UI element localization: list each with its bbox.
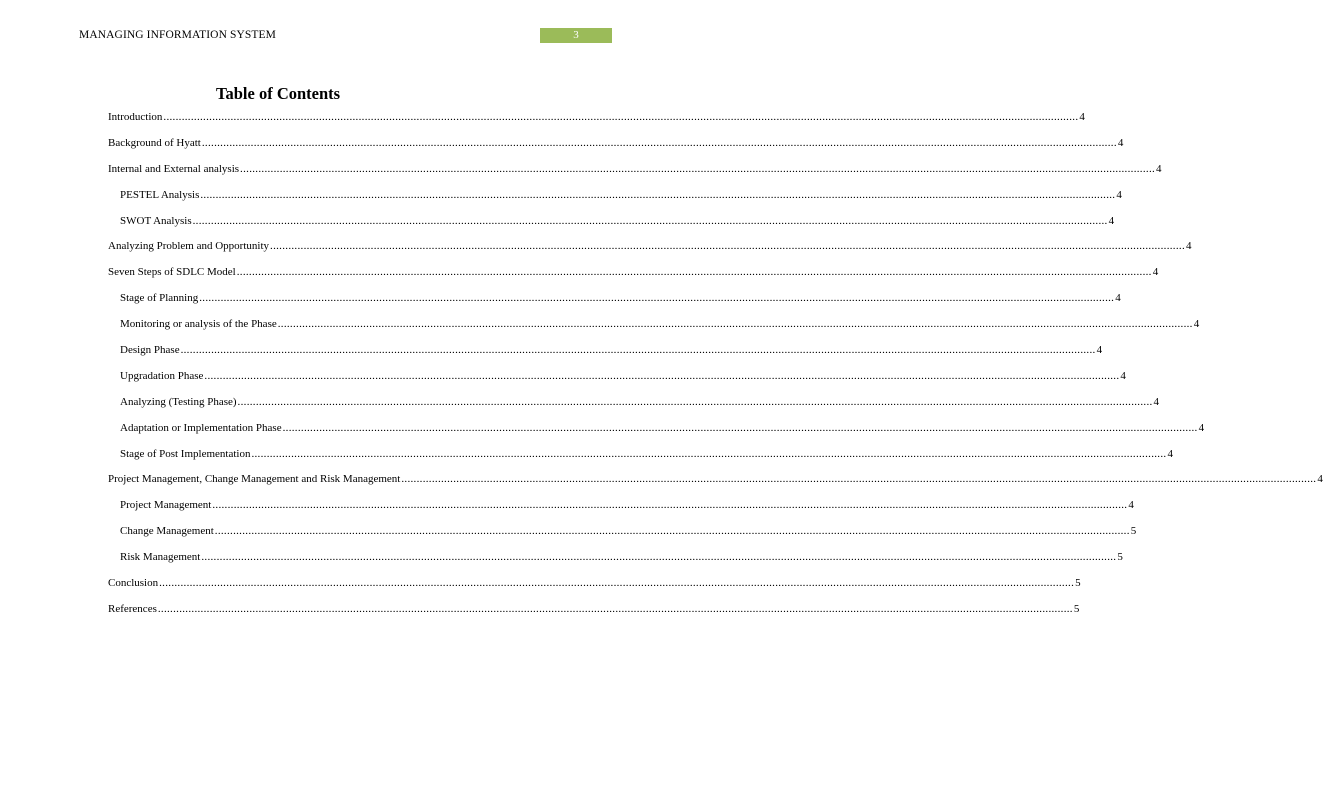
toc-entry[interactable] — [108, 492, 1134, 518]
toc-entry-page: 4 — [1108, 214, 1115, 227]
toc-entry-page: 4 — [1186, 240, 1192, 253]
toc-entry-label: Internal and External analysis — [108, 162, 240, 175]
toc-entry-page: 5 — [1075, 576, 1081, 589]
toc-entry-label: Risk Management — [120, 551, 201, 564]
toc-entry-page: 4 — [1156, 162, 1162, 175]
toc-entry-label: Introduction — [108, 110, 163, 123]
toc-entry-label: Seven Steps of SDLC Model — [108, 266, 236, 279]
toc-entry-label: SWOT Analysis — [120, 214, 192, 227]
toc-entry[interactable] — [108, 156, 1162, 182]
toc-entry-label: Project Management — [120, 499, 212, 512]
toc-dot-leader: ............................................................................................................................................................................................................................................................................................................ — [237, 395, 1153, 408]
toc-dot-leader: ............................................................................................................................................................................................................................................................................................................ — [212, 499, 1128, 512]
toc-entry-label: Background of Hyatt — [108, 136, 201, 149]
toc-dot-leader: ............................................................................................................................................................................................................................................................................................................ — [270, 240, 1186, 253]
toc-entry-page: 4 — [1152, 266, 1159, 279]
toc-dot-leader: ............................................................................................................................................................................................................................................................................................................ — [200, 188, 1116, 201]
toc-heading: Table of Contents — [216, 84, 341, 103]
toc-entry-label: Stage of Post Implementation — [120, 447, 251, 460]
toc-entry-label: Stage of Planning — [120, 292, 199, 305]
toc-dot-leader: ............................................................................................................................................................................................................................................................................................................ — [159, 576, 1075, 589]
toc-entry-label: Change Management — [120, 525, 214, 538]
toc-entry-page: 4 — [1167, 447, 1173, 460]
toc-entry-page: 4 — [1116, 188, 1122, 201]
toc-entry-page: 5 — [1130, 525, 1137, 538]
toc-dot-leader: ............................................................................................................................................................................................................................................................................................................ — [163, 110, 1079, 123]
running-header-title: MANAGING INFORMATION SYSTEM — [79, 29, 276, 41]
toc-entry[interactable] — [108, 104, 1085, 130]
toc-entry[interactable] — [108, 466, 1323, 492]
toc-entry-label: Adaptation or Implementation Phase — [120, 421, 282, 434]
toc-entry[interactable] — [108, 285, 1121, 311]
toc-entry-label: Conclusion — [108, 576, 159, 589]
toc-entry-label: PESTEL Analysis — [120, 188, 200, 201]
toc-entry-page: 4 — [1115, 292, 1121, 305]
toc-entry-page: 5 — [1073, 602, 1080, 615]
page-number-badge: 3 — [540, 28, 612, 43]
toc-entry[interactable] — [108, 415, 1205, 441]
toc-dot-leader: ............................................................................................................................................................................................................................................................................................................ — [240, 162, 1156, 175]
toc-dot-leader: ............................................................................................................................................................................................................................................................................................................ — [201, 551, 1117, 564]
toc-dot-leader: ............................................................................................................................................................................................................................................................................................................ — [401, 473, 1317, 486]
toc-entry-page: 4 — [1198, 421, 1205, 434]
toc-entry-page: 4 — [1096, 343, 1103, 356]
table-of-contents — [108, 104, 1323, 622]
toc-entry[interactable] — [108, 311, 1200, 337]
toc-entry[interactable] — [108, 182, 1122, 208]
toc-entry-page: 4 — [1079, 110, 1085, 123]
toc-entry-label: Project Management, Change Management and Risk Management — [108, 473, 401, 486]
toc-entry[interactable] — [108, 337, 1103, 363]
toc-entry[interactable] — [108, 389, 1160, 415]
toc-dot-leader: ............................................................................................................................................................................................................................................................................................................ — [180, 343, 1096, 356]
toc-entry-page: 4 — [1117, 136, 1124, 149]
toc-entry-page: 5 — [1117, 551, 1123, 564]
toc-entry-label: Upgradation Phase — [120, 369, 204, 382]
toc-entry[interactable] — [108, 259, 1159, 285]
toc-dot-leader: ............................................................................................................................................................................................................................................................................................................ — [282, 421, 1198, 434]
toc-entry[interactable] — [108, 518, 1137, 544]
toc-entry-page: 4 — [1128, 499, 1134, 512]
toc-dot-leader: ............................................................................................................................................................................................................................................................................................................ — [236, 266, 1152, 279]
toc-dot-leader: ............................................................................................................................................................................................................................................................................................................ — [204, 369, 1120, 382]
toc-entry-label: Monitoring or analysis of the Phase — [120, 318, 277, 331]
toc-dot-leader: ............................................................................................................................................................................................................................................................................................................ — [157, 602, 1073, 615]
toc-dot-leader: ............................................................................................................................................................................................................................................................................................................ — [251, 447, 1167, 460]
toc-entry-page: 4 — [1317, 473, 1323, 486]
toc-dot-leader: ............................................................................................................................................................................................................................................................................................................ — [277, 318, 1193, 331]
toc-entry-page: 4 — [1153, 395, 1160, 408]
toc-entry[interactable] — [108, 233, 1192, 259]
toc-entry[interactable] — [108, 208, 1115, 234]
toc-dot-leader: ............................................................................................................................................................................................................................................................................................................ — [201, 136, 1117, 149]
toc-entry-label: Analyzing Problem and Opportunity — [108, 240, 270, 253]
toc-entry-page: 4 — [1193, 318, 1200, 331]
toc-dot-leader: ............................................................................................................................................................................................................................................................................................................ — [214, 525, 1130, 538]
toc-entry-label: Design Phase — [120, 343, 180, 356]
toc-entry-label: References — [108, 602, 157, 615]
toc-dot-leader: ............................................................................................................................................................................................................................................................................................................ — [199, 292, 1115, 305]
toc-entry-page: 4 — [1120, 369, 1126, 382]
toc-dot-leader: ............................................................................................................................................................................................................................................................................................................ — [192, 214, 1108, 227]
toc-entry[interactable] — [108, 544, 1123, 570]
toc-entry[interactable] — [108, 130, 1124, 156]
toc-entry[interactable] — [108, 441, 1173, 467]
toc-entry[interactable] — [108, 363, 1126, 389]
toc-entry-label: Analyzing (Testing Phase) — [120, 395, 237, 408]
toc-entry[interactable] — [108, 596, 1080, 622]
toc-entry[interactable] — [108, 570, 1081, 596]
